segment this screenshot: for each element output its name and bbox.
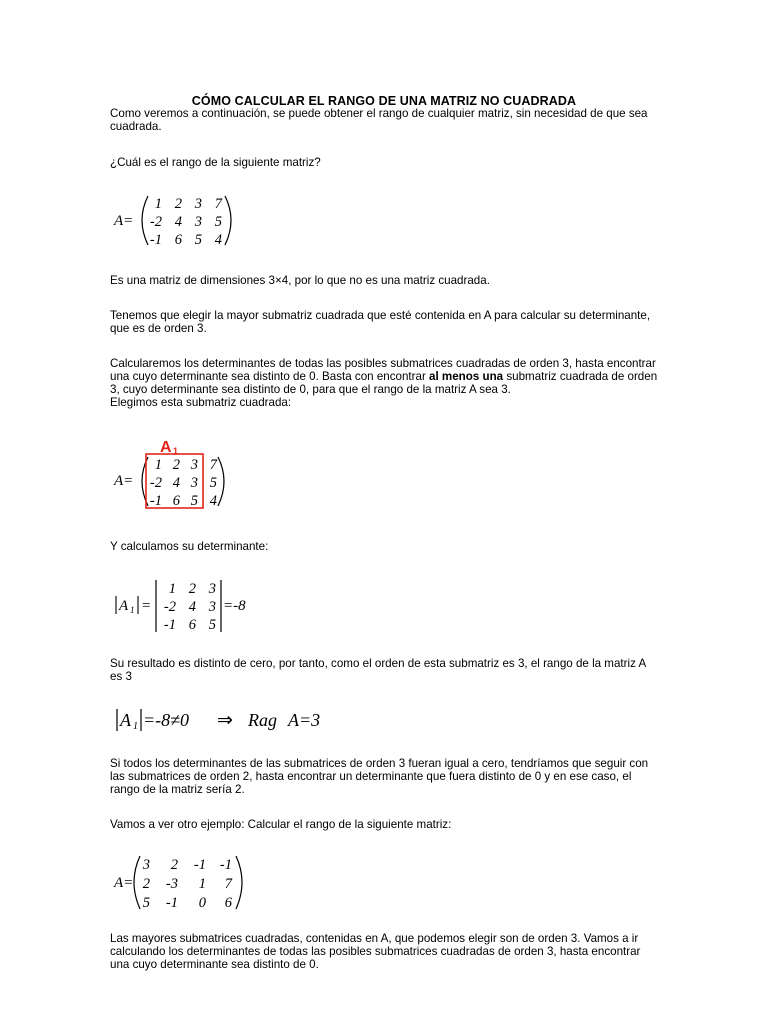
matrix-a-cell: 5: [190, 493, 198, 509]
right-paren: [225, 196, 231, 245]
conclusion-value: =-8≠0: [143, 710, 190, 730]
matrix-a-cell: -1: [149, 493, 162, 509]
right-paren: [218, 457, 224, 506]
equals-sign: =: [141, 598, 152, 614]
matrix-b-cell: 2: [142, 876, 150, 892]
determinant-cell: 3: [208, 581, 216, 597]
matrix-a-cell: 4: [172, 475, 180, 491]
matrix-a-highlighted: [110, 432, 270, 512]
matrix-a-label-2: A=: [114, 473, 134, 489]
matrix-a-cell: 5: [214, 214, 222, 230]
matrix-a-cell: 7: [209, 457, 217, 473]
left-paren: [142, 457, 148, 506]
matrix-a-cell: 3: [194, 214, 202, 230]
matrix-a-cell: 4: [214, 232, 222, 248]
determinant-cell: 2: [188, 581, 196, 597]
matrix-a-cell: 5: [209, 475, 217, 491]
paragraph-choose: Elegimos esta submatriz cuadrada:: [110, 396, 292, 409]
determinant-label: A: [119, 598, 129, 614]
conclusion-rag: Rag: [248, 710, 277, 730]
determinant-cell: 4: [188, 599, 196, 615]
determinant-cell: 6: [188, 617, 196, 633]
matrix-a-equation: [110, 192, 270, 250]
method-text-b: submatriz cuadrada de orden 3, cuyo determinante sea distinto de 0, para que el rango de la matriz A sea 3.: [110, 369, 658, 396]
method-text-a: Calcularemos los determinantes de todas las posibles submatrices cuadradas de orden 3, hasta encontrar una cuyo determinante sea distinto de 0. Basta con encontrar: [110, 357, 656, 383]
matrix-b-label: A=: [114, 875, 134, 891]
matrix-a-cell: -1: [149, 232, 162, 248]
matrix-b-cell: -3: [165, 876, 178, 892]
paragraph-dimensions: Es una matriz de dimensiones 3×4, por lo que no es una matriz cuadrada.: [110, 274, 490, 287]
matrix-a-cell: 4: [174, 214, 182, 230]
matrix-b-cell: 5: [142, 895, 150, 911]
matrix-a-cell: 4: [209, 493, 217, 509]
paragraph-submatrix: Tenemos que elegir la mayor submatriz cuadrada que esté contenida en A para calcular su determinante, que es de orden 3.: [110, 309, 651, 335]
paragraph-result: Su resultado es distinto de cero, por tanto, como el orden de esta submatriz es 3, el rango de la matriz A es 3: [110, 657, 646, 683]
matrix-a-cell: 6: [174, 232, 182, 248]
determinant-equation: [110, 576, 280, 636]
determinant-cell: -2: [163, 599, 176, 615]
paragraph-submatrices: Las mayores submatrices cuadradas, contenidas en A, que podemos elegir son de orden 3. Vamos a ir calculando los determinantes de todas las posibles submatrices cuadradas de orden 3, hasta encontrar una cuyo determinante sea distinto de 0.: [110, 932, 641, 971]
matrix-a-cell: 1: [154, 196, 162, 212]
determinant-cell: 1: [168, 581, 176, 597]
submatrix-label: A: [160, 439, 172, 456]
implies-arrow: ⇒: [217, 709, 233, 731]
matrix-a-label: A=: [114, 213, 134, 229]
matrix-b-cell: 2: [170, 857, 178, 873]
paragraph-question: ¿Cuál es el rango de la siguiente matriz?: [110, 156, 321, 169]
determinant-label-sub: 1: [130, 605, 135, 615]
paragraph-calculate: Y calculamos su determinante:: [110, 540, 269, 553]
determinant-cell: 3: [208, 599, 216, 615]
paragraph-example: Vamos a ver otro ejemplo: Calcular el rango de la siguiente matriz:: [110, 818, 452, 831]
matrix-a-cell: 6: [172, 493, 180, 509]
paragraph-method: [110, 358, 660, 396]
determinant-cell: 5: [208, 617, 216, 633]
matrix-a-cell: 3: [190, 475, 198, 491]
page-title: CÓMO CALCULAR EL RANGO DE UNA MATRIZ NO CUADRADA: [191, 94, 577, 108]
matrix-a-cell: 3: [194, 196, 202, 212]
submatrix-label-sub: 1: [173, 446, 179, 456]
matrix-b-cell: -1: [219, 857, 232, 873]
determinant-result: =-8: [223, 598, 246, 614]
matrix-b-cell: -1: [165, 895, 178, 911]
matrix-b-cell: 0: [198, 895, 206, 911]
paragraph-rank-two: Si todos los determinantes de las submatrices de orden 3 fueran igual a cero, tendríamos que seguir con las submatrices de orden 2, hasta encontrar un determinante que fuera distinto de 0 y en ese caso, el rango de la matriz sería 2.: [110, 757, 649, 796]
matrix-a-cell: 2: [174, 196, 182, 212]
matrix-a-cell: -2: [149, 214, 162, 230]
matrix-a-cell: 3: [190, 457, 198, 473]
determinant-cell: -1: [163, 617, 176, 633]
conclusion-equation: [110, 700, 370, 736]
left-paren: [142, 196, 148, 245]
matrix-b-cell: 6: [224, 895, 232, 911]
matrix-b-cell: 1: [198, 876, 206, 892]
matrix-b-cell: -1: [193, 857, 206, 873]
paragraph-intro: Como veremos a continuación, se puede obtener el rango de cualquier matriz, sin necesidad de que sea cuadrada.: [110, 107, 648, 133]
left-paren: [134, 856, 140, 909]
matrix-a-cell: -2: [149, 475, 162, 491]
matrix-a-cell: 5: [194, 232, 202, 248]
matrix-b-equation: [110, 852, 270, 914]
right-paren: [236, 856, 242, 909]
conclusion-lhs: A: [120, 710, 131, 730]
matrix-b-cell: 7: [224, 876, 232, 892]
matrix-b-cell: 3: [142, 857, 150, 873]
conclusion-rhs: A=3: [288, 710, 321, 730]
conclusion-lhs-sub: 1: [133, 721, 138, 732]
matrix-a-cell: 1: [154, 457, 162, 473]
matrix-a-cell: 2: [172, 457, 180, 473]
method-text-bold: al menos una: [429, 369, 504, 383]
matrix-a-cell: 7: [214, 196, 222, 212]
